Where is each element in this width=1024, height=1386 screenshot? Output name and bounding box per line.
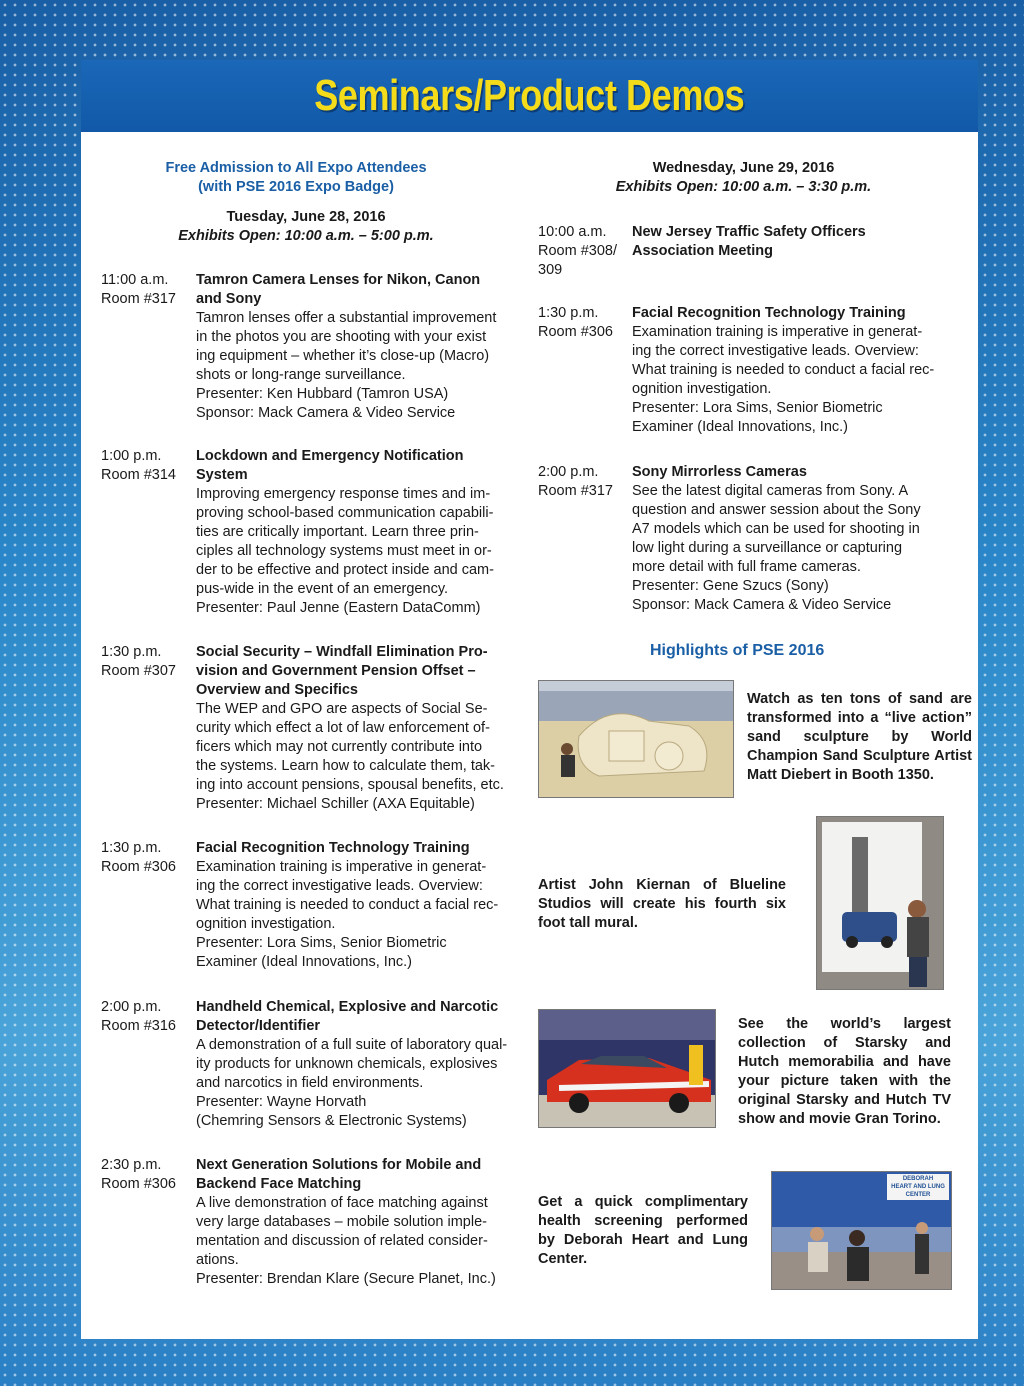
- booth-sign-line-2: HEART AND LUNG: [891, 1184, 945, 1190]
- day-label: Wednesday, June 29, 2016: [652, 160, 835, 176]
- session-description: pus-wide in the event of an emergency.: [196, 581, 449, 597]
- session-description: ing the correct investigative leads. Overview:: [196, 878, 483, 894]
- session-time: 2:00 p.m.: [538, 464, 599, 480]
- session-room: Room #317: [101, 291, 176, 307]
- session-body: [196, 271, 526, 423]
- session-time-room: [101, 1156, 196, 1194]
- session-body: [632, 223, 952, 261]
- session-time: 1:30 p.m.: [101, 840, 162, 856]
- session-time: 1:30 p.m.: [538, 305, 599, 321]
- session-room: Room #314: [101, 467, 176, 483]
- page-title: Seminars/Product Demos: [314, 71, 745, 120]
- session-title: Social Security – Windfall Elimination Pro-: [196, 644, 488, 660]
- session-description: Sponsor: Mack Camera & Video Service: [196, 405, 456, 421]
- health-booth-photo: [771, 1171, 952, 1290]
- mural-artist-photo: [816, 816, 944, 990]
- session-title: System: [196, 467, 248, 483]
- session-description: Presenter: Lora Sims, Senior Biometric: [632, 400, 883, 416]
- session-body: [196, 839, 526, 972]
- session-room-cont: 309: [538, 262, 563, 278]
- session-description: (Chemring Sensors & Electronic Systems): [196, 1113, 467, 1129]
- session-description: The WEP and GPO are aspects of Social Se-: [196, 701, 488, 717]
- session-description: shots or long-range surveillance.: [196, 367, 406, 383]
- session-description: A demonstration of a full suite of laboratory qual-: [196, 1037, 508, 1053]
- session-description: proving school-based communication capabili-: [196, 505, 494, 521]
- booth-sign: [888, 1175, 948, 1199]
- hours-label: Exhibits Open: 10:00 a.m. – 5:00 p.m.: [178, 228, 434, 244]
- session-description: Presenter: Wayne Horvath: [196, 1094, 367, 1110]
- session-time-room: [538, 304, 633, 342]
- session-title: and Sony: [196, 291, 262, 307]
- session-description: ognition investigation.: [632, 381, 772, 397]
- session-room: Room #306: [101, 1176, 176, 1192]
- session-description: very large databases – mobile solution imple-: [196, 1214, 487, 1230]
- day-label: Tuesday, June 28, 2016: [226, 209, 386, 225]
- highlight-text-3: See the world’s largest collection of Starsky and Hutch memorabilia and have your picture taken with the original Starsky and Hutch TV show and movie Gran Torino.: [738, 1016, 951, 1127]
- session-title: Facial Recognition Technology Training: [196, 840, 470, 856]
- admission-line-2: (with PSE 2016 Expo Badge): [198, 179, 394, 195]
- session-description: Examination training is imperative in generat-: [196, 859, 487, 875]
- session-body: [632, 304, 952, 437]
- session-body: [196, 1156, 526, 1289]
- session-description: Examination training is imperative in generat-: [632, 324, 923, 340]
- session-description: Presenter: Ken Hubbard (Tamron USA): [196, 386, 449, 402]
- session-description: Examiner (Ideal Innovations, Inc.): [632, 419, 848, 435]
- session-time: 1:00 p.m.: [101, 448, 162, 464]
- session-description: more detail with full frame cameras.: [632, 559, 861, 575]
- session-time: 10:00 a.m.: [538, 224, 607, 240]
- hours-label: Exhibits Open: 10:00 a.m. – 3:30 p.m.: [615, 179, 872, 195]
- session-description: ficers which may not currently contribute into: [196, 739, 483, 755]
- session-description: ity products for unknown chemicals, explosives: [196, 1056, 498, 1072]
- session-time-room: [538, 463, 633, 501]
- session-room: Room #306: [101, 859, 176, 875]
- session-description: low light during a surveillance or capturing: [632, 540, 903, 556]
- session-description: A7 models which can be used for shooting in: [632, 521, 920, 537]
- session-description: Presenter: Gene Szucs (Sony): [632, 578, 829, 594]
- booth-sign-line-3: CENTER: [905, 1192, 931, 1198]
- session-room: Room #316: [101, 1018, 176, 1034]
- session-description: ations.: [196, 1252, 239, 1268]
- session-title: New Jersey Traffic Safety Officers: [632, 224, 866, 240]
- session-time: 11:00 a.m.: [101, 272, 169, 288]
- admission-header: [101, 159, 491, 197]
- wednesday-header: [551, 159, 936, 197]
- admission-line-1: Free Admission to All Expo Attendees: [165, 160, 427, 176]
- session-title: vision and Government Pension Offset –: [196, 663, 476, 679]
- session-title: Handheld Chemical, Explosive and Narcotic: [196, 999, 499, 1015]
- session-description: ing into account pensions, spousal benefits, etc.: [196, 777, 504, 793]
- session-title: Tamron Camera Lenses for Nikon, Canon: [196, 272, 481, 288]
- session-description: in the photos you are shooting with your exist: [196, 329, 487, 345]
- session-description: and narcotics in field environments.: [196, 1075, 424, 1091]
- session-description: curity which effect a lot of law enforcement of-: [196, 720, 490, 736]
- highlight-text-2: Artist John Kiernan of Blueline Studios will create his fourth six foot tall mural.: [538, 877, 786, 931]
- session-title: Facial Recognition Technology Training: [632, 305, 906, 321]
- highlight-text-4: Get a quick complimentary health screening performed by Deborah Heart and Lung Center.: [538, 1194, 748, 1267]
- session-room: Room #306: [538, 324, 613, 340]
- session-body: [196, 998, 526, 1131]
- session-description: What training is needed to conduct a facial rec-: [196, 897, 499, 913]
- session-description: Presenter: Michael Schiller (AXA Equitable): [196, 796, 475, 812]
- session-title: Backend Face Matching: [196, 1176, 362, 1192]
- session-title: Lockdown and Emergency Notification: [196, 448, 464, 464]
- highlights-title: Highlights of PSE 2016: [650, 642, 825, 659]
- session-description: ognition investigation.: [196, 916, 336, 932]
- page-content: [81, 132, 978, 1339]
- session-description: Tamron lenses offer a substantial improvement: [196, 310, 497, 326]
- session-description: Sponsor: Mack Camera & Video Service: [632, 597, 892, 613]
- session-description: ciples all technology systems must meet in or-: [196, 543, 492, 559]
- session-description: mentation and discussion of related consider-: [196, 1233, 488, 1249]
- session-description: der to be effective and protect inside and cam-: [196, 562, 494, 578]
- session-time: 2:00 p.m.: [101, 999, 162, 1015]
- session-description: A live demonstration of face matching against: [196, 1195, 488, 1211]
- booth-sign-line-1: DEBORAH: [902, 1176, 934, 1182]
- session-description: question and answer session about the Sony: [632, 502, 921, 518]
- session-description: ing the correct investigative leads. Overview:: [632, 343, 919, 359]
- session-description: ties are critically important. Learn three prin-: [196, 524, 479, 540]
- session-body: [196, 447, 526, 618]
- session-time-room: [101, 998, 196, 1036]
- session-time-room: [101, 447, 196, 485]
- session-description: Improving emergency response times and im-: [196, 486, 491, 502]
- gran-torino-photo: [538, 1009, 716, 1128]
- session-body: [196, 643, 526, 814]
- session-description: What training is needed to conduct a facial rec-: [632, 362, 935, 378]
- session-title: Next Generation Solutions for Mobile and: [196, 1157, 482, 1173]
- session-description: Examiner (Ideal Innovations, Inc.): [196, 954, 412, 970]
- session-time: 2:30 p.m.: [101, 1157, 162, 1173]
- session-title: Association Meeting: [632, 243, 773, 259]
- session-time-room: [101, 839, 196, 877]
- session-room: Room #317: [538, 483, 613, 499]
- highlight-text-1: Watch as ten tons of sand are transformed into a “live action” sand sculpture by World Champion Sand Sculpture Artist Matt Diebert in Booth 1350.: [747, 691, 972, 783]
- session-time-room: [101, 271, 196, 309]
- tuesday-header: [101, 208, 511, 246]
- session-description: the systems. Learn how to calculate them, tak-: [196, 758, 495, 774]
- session-time-room: [538, 223, 633, 280]
- session-title: Overview and Specifics: [196, 682, 358, 698]
- session-room: Room #307: [101, 663, 176, 679]
- sand-sculpture-photo: [538, 680, 734, 798]
- session-description: ing equipment – whether it’s close-up (Macro): [196, 348, 490, 364]
- session-room: Room #308/: [538, 243, 617, 259]
- page-banner: [81, 60, 978, 132]
- session-description: Presenter: Paul Jenne (Eastern DataComm): [196, 600, 481, 616]
- session-title: Detector/Identifier: [196, 1018, 321, 1034]
- session-time: 1:30 p.m.: [101, 644, 162, 660]
- session-time-room: [101, 643, 196, 681]
- session-description: Presenter: Brendan Klare (Secure Planet, Inc.): [196, 1271, 496, 1287]
- session-description: Presenter: Lora Sims, Senior Biometric: [196, 935, 447, 951]
- session-description: See the latest digital cameras from Sony. A: [632, 483, 909, 499]
- session-body: [632, 463, 952, 615]
- session-title: Sony Mirrorless Cameras: [632, 464, 807, 480]
